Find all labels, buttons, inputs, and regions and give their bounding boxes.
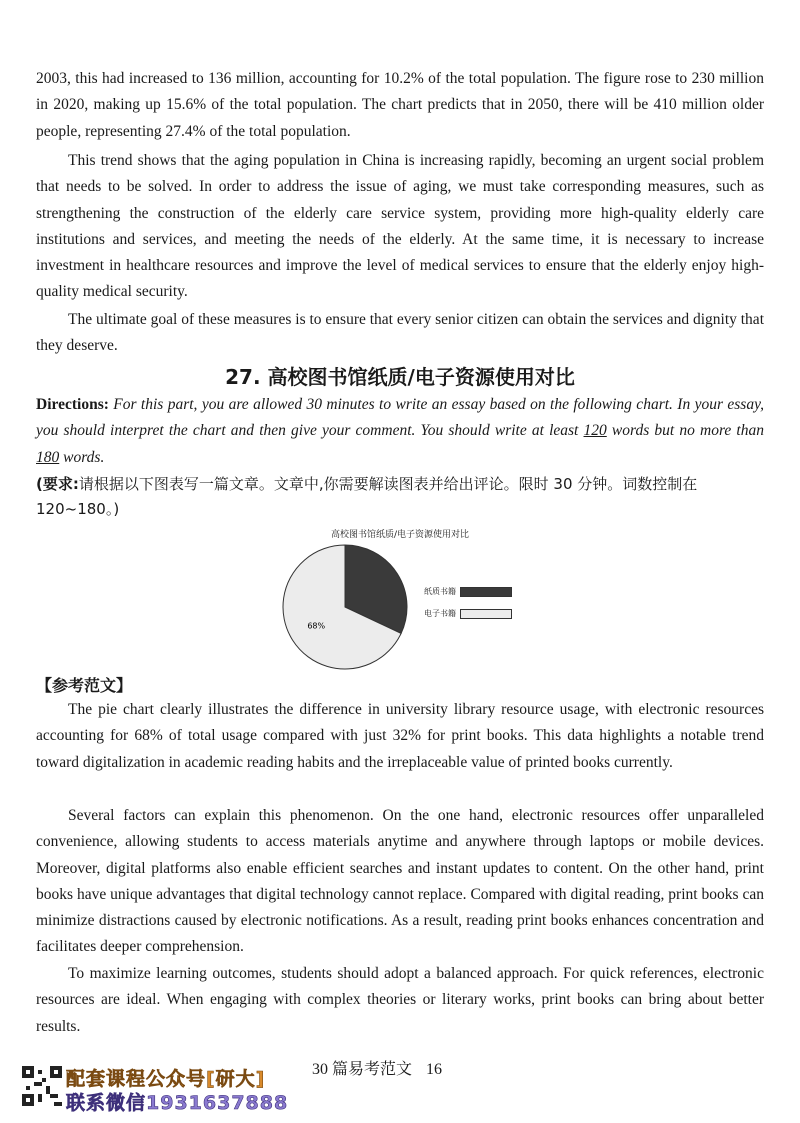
legend-label-electronic: 电子书籍 — [424, 609, 456, 618]
directions-text-a: For this part, you are allowed 30 minutes to write an essay based on the following chart. In your essay, you should interpret the chart and then give your comment. You should write at least — [36, 396, 764, 440]
directions-text-b: words but no more than — [606, 422, 764, 440]
requirement-text: 请根据以下图表写一篇文章。文章中,你需要解读图表并给出评论。限时 30 分钟。词数控制在 120~180。) — [36, 475, 698, 518]
directions — [36, 392, 764, 471]
directions-label: Directions: — [36, 396, 109, 413]
page-number: 16 — [426, 1061, 443, 1078]
pie-slice-label: 68% — [307, 621, 326, 631]
legend-swatch-electronic — [460, 609, 512, 619]
legend-swatch-print — [460, 587, 512, 597]
min-words: 120 — [583, 422, 607, 440]
directions-text-c: words. — [59, 448, 105, 466]
qr-code-icon — [22, 1066, 62, 1106]
legend-item-electronic — [424, 608, 512, 619]
essay-paragraph-3: To maximize learning outcomes, students should adopt a balanced approach. For quick references, electronic resources are ideal. When engaging with complex theories or literary works, print books can bring about better results. — [36, 965, 764, 1035]
footer-book-title: 30 篇易考范文 — [312, 1061, 413, 1078]
watermark-line-1: 配套课程公众号[研大] — [66, 1068, 266, 1090]
reference-heading: 【参考范文】 — [36, 676, 133, 695]
paragraph-aging-trend: This trend shows that the aging population in China is increasing rapidly, becoming an urgent social problem that needs to be solved. In order to address the issue of aging, we must take corresponding measures, such as strengthening the construction of the elderly care service system, providing more high-quality elderly care institutions and services, and meeting the needs of the elderly. At the same time, it is necessary to increase investment in healthcare resources and improve the level of medical services to ensure that the elderly enjoy high-quality medical security. — [36, 152, 764, 301]
essay-paragraph-1: The pie chart clearly illustrates the difference in university library resource usage, with electronic resources accounting for 68% of total usage compared with just 32% for print books. This data highlights a notable trend toward digitalization in academic reading habits and the irreplaceable value of printed books currently. — [36, 701, 764, 771]
section-heading: 27. 高校图书馆纸质/电子资源使用对比 — [225, 365, 575, 389]
watermark-line-2: 联系微信1931637888 — [66, 1092, 289, 1114]
legend-item-print — [424, 586, 512, 597]
paragraph-population-figures: 2003, this had increased to 136 million, accounting for 10.2% of the total population. The figure rose to 230 million in 2020, making up 15.6% of the total population. The chart predicts that in 2050, there will be 410 million older people, representing 27.4% of the total population. — [36, 70, 764, 140]
pie-chart — [280, 542, 410, 672]
legend-label-print: 纸质书籍 — [424, 587, 456, 596]
paragraph-ultimate-goal: The ultimate goal of these measures is to ensure that every senior citizen can obtain the services and dignity that they deserve. — [36, 311, 764, 355]
footer — [312, 1056, 442, 1079]
requirement — [36, 472, 764, 522]
chart-title: 高校图书馆纸质/电子资源使用对比 — [330, 530, 470, 540]
requirement-label: (要求: — [36, 475, 79, 493]
essay-paragraph-2: Several factors can explain this phenomenon. On the one hand, electronic resources offer unparalleled convenience, allowing students to access materials anytime and anywhere through laptops or mobile devices. Moreover, digital platforms also enable efficient searches and instant updates to content. On the other hand, print books have unique advantages that digital technology cannot replace. Compared with digital reading, print books can minimize distractions caused by electronic notifications. As a result, reading print books enhances concentration and facilitates deeper comprehension. — [36, 807, 764, 956]
max-words: 180 — [36, 448, 60, 466]
